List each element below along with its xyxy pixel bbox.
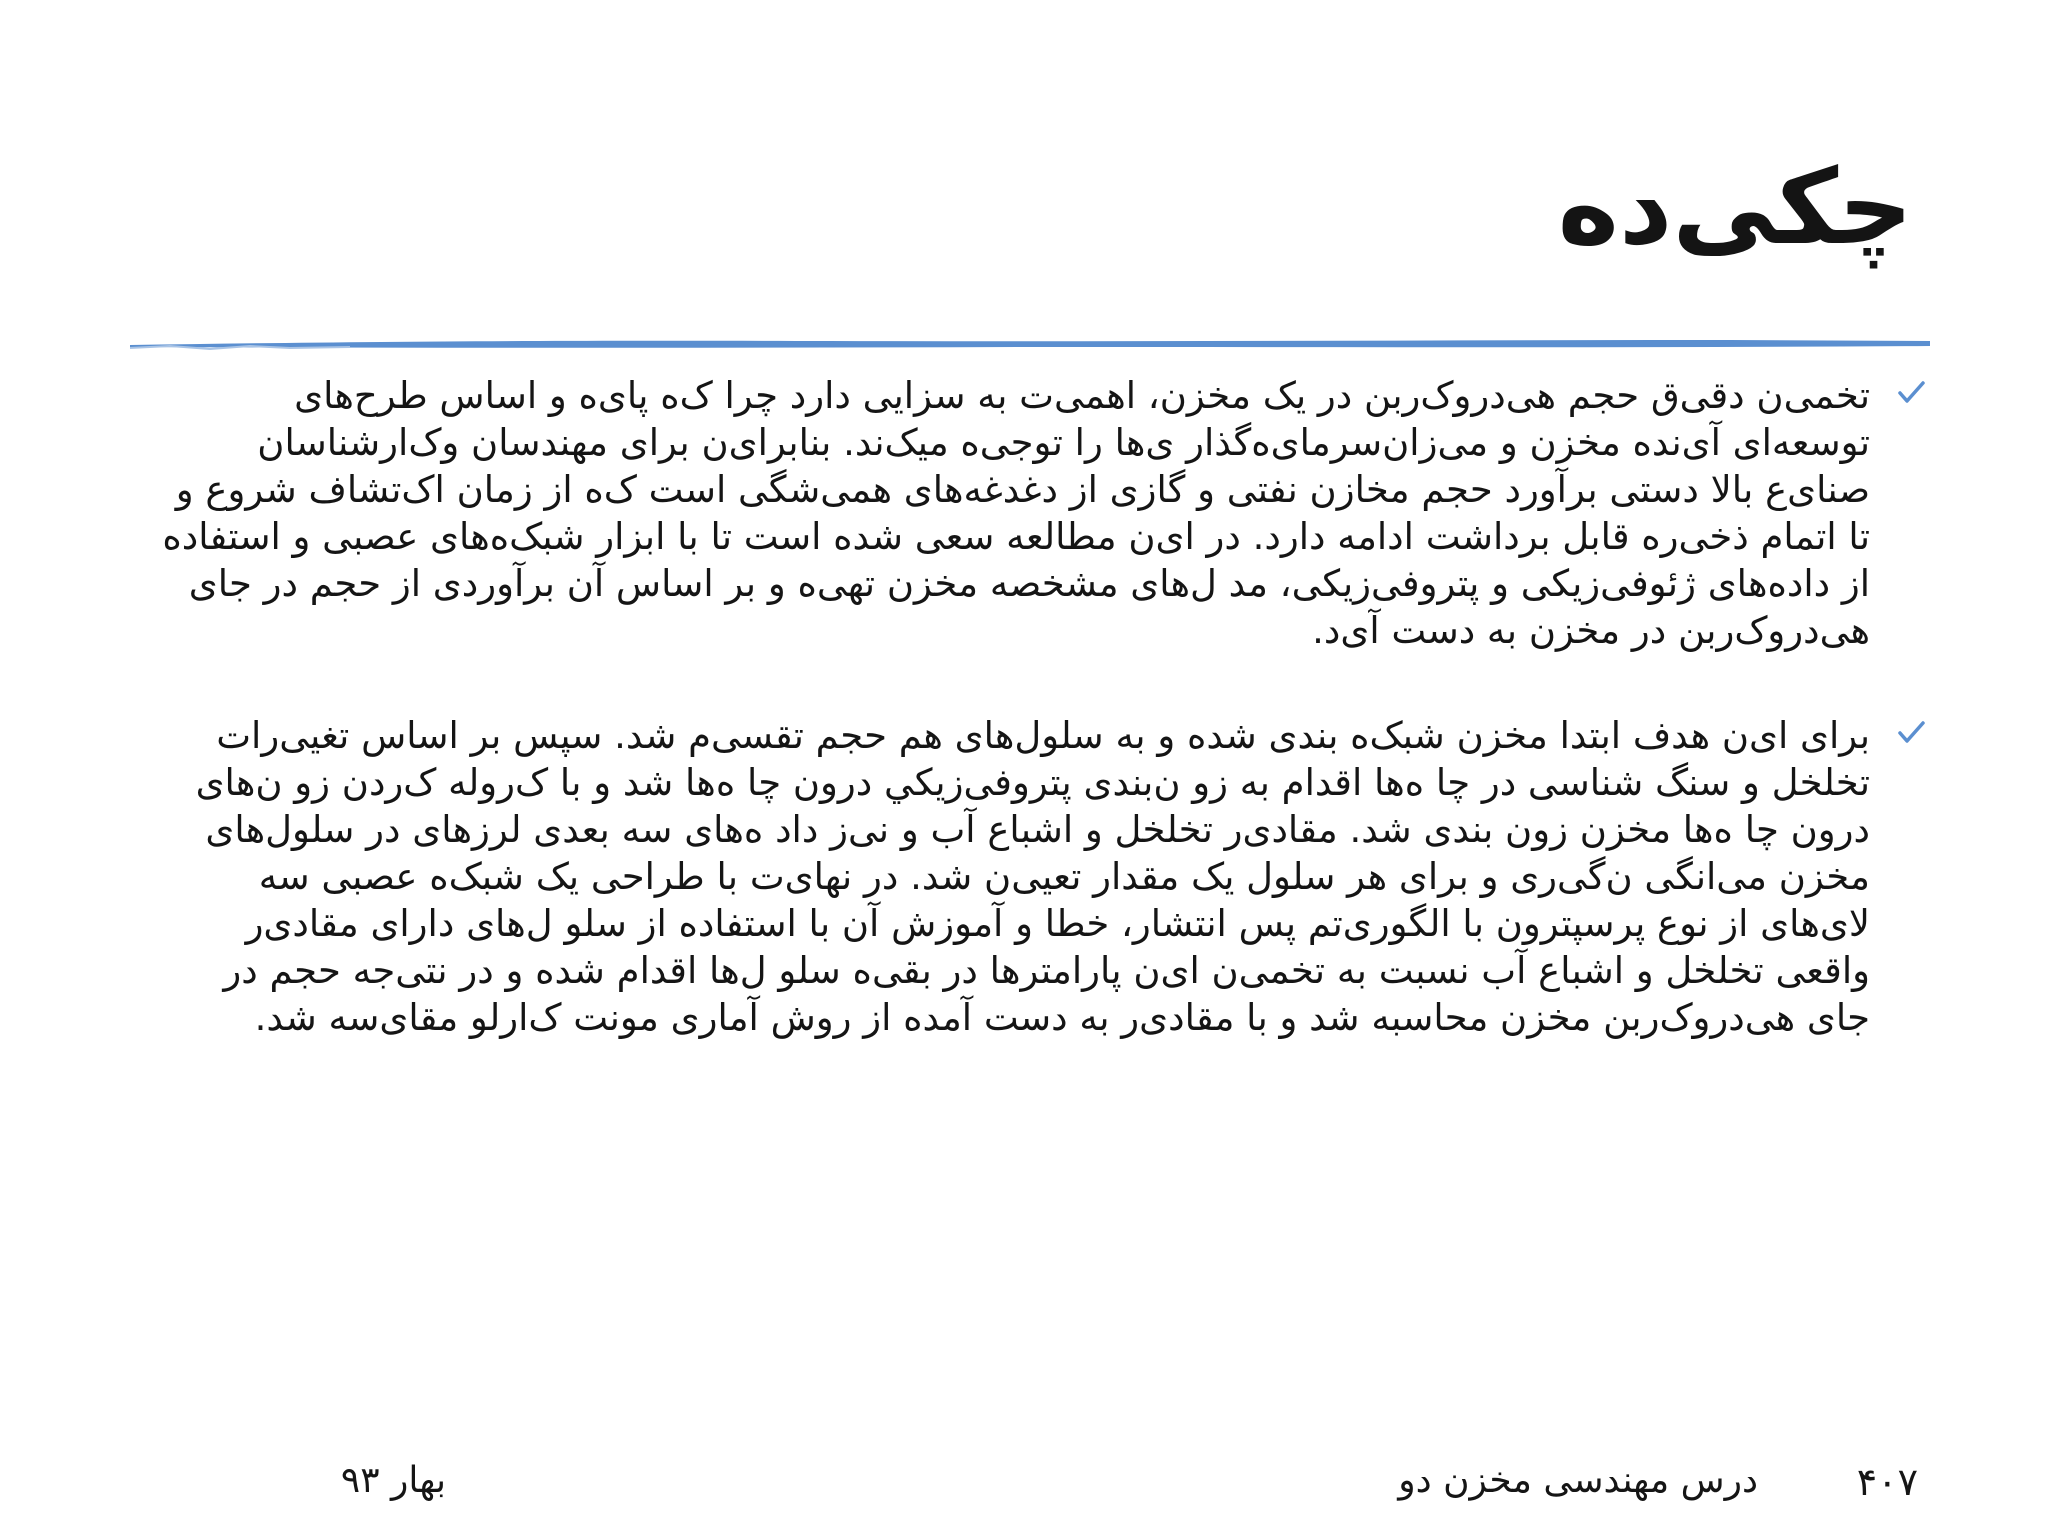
footer-semester: بهار ۹۳ [340, 1460, 446, 1501]
footer-course: درس مهندسی مخزن دو [1398, 1460, 1758, 1501]
bullet-text: برای ای‌ن هدف ابتدا مخزن شبک‌ه بندی شده و به سلول‌های هم حجم تقسی‌م شد. سپس بر اساس تغیی‌رات تخلخل و سنگ شناسی در چا ه‌ها اقدام به زو ن‌بندی پتروفی‌زیکي درون چا ه‌ها شد و با ک‌روله ک‌ردن زو ن‌های درون چا ه‌ها مخزن زون بندی شد. مقادی‌ر تخلخل و اشباع آب و نی‌ز داد ه‌های سه بعدی لرزهای در سلول‌های مخزن می‌انگی ن‌گی‌ری و برای هر سلول یک مقدار تعیی‌ن شد. در نهای‌ت با طراحی یک شبک‌ه عصبی سه لای‌های از نوع پرسپترون با الگوری‌تم پس انتشار، خطا و آموزش آن با استفاده از سلو ل‌های دارای مقادی‌ر واقعی تخلخل و اشباع آب نسبت به تخمی‌ن ای‌ن پارامترها در بقی‌ه سلو ل‌ها اقدام شده و در نتی‌جه حجم در جای هی‌دروک‌ربن مخزن محاسبه شد و با مقادی‌ر به دست آمده از روش آماری مونت ک‌ارلو مقای‌سه شد. [195, 714, 1870, 1039]
bullet-item [150, 712, 1900, 1041]
checkmark-icon [1896, 718, 1926, 748]
bullet-text: تخمی‌ن دقی‌ق حجم هی‌دروک‌ربن در یک مخزن، اهمی‌ت به سزایی دارد چرا ک‌ه پای‌ه و اساس طرح‌های توسعه‌ای آی‌نده مخزن و می‌زان‌سرمای‌ه‌گذار ی‌ها را توجی‌ه میک‌ند. بنابرای‌ن برای مهندسان وک‌ارشناسان صنای‌ع بالا دستی برآورد حجم مخازن نفتی و گازی از دغدغه‌های همی‌شگی است ک‌ه از زمان اک‌تشاف شروع و تا اتمام ذخی‌ره قابل برداشت ادامه دارد. در ای‌ن مطالعه سعی شده است تا با ابزار شبک‌ه‌های عصبی و استفاده از داده‌های ژئوفی‌زیکی و پتروفی‌زیکی، مد ل‌های مشخصه مخزن تهی‌ه و بر اساس آن برآوردی از حجم در جای هی‌دروک‌ربن در مخزن به دست آی‌د. [162, 374, 1870, 652]
page-number: ۴۰۷ [1856, 1460, 1918, 1504]
bullet-item [150, 372, 1900, 654]
checkmark-icon [1896, 378, 1926, 408]
title-divider [130, 336, 1930, 352]
page-title: چکی‌ده [1557, 146, 1913, 268]
bullet-list [150, 372, 1900, 1041]
